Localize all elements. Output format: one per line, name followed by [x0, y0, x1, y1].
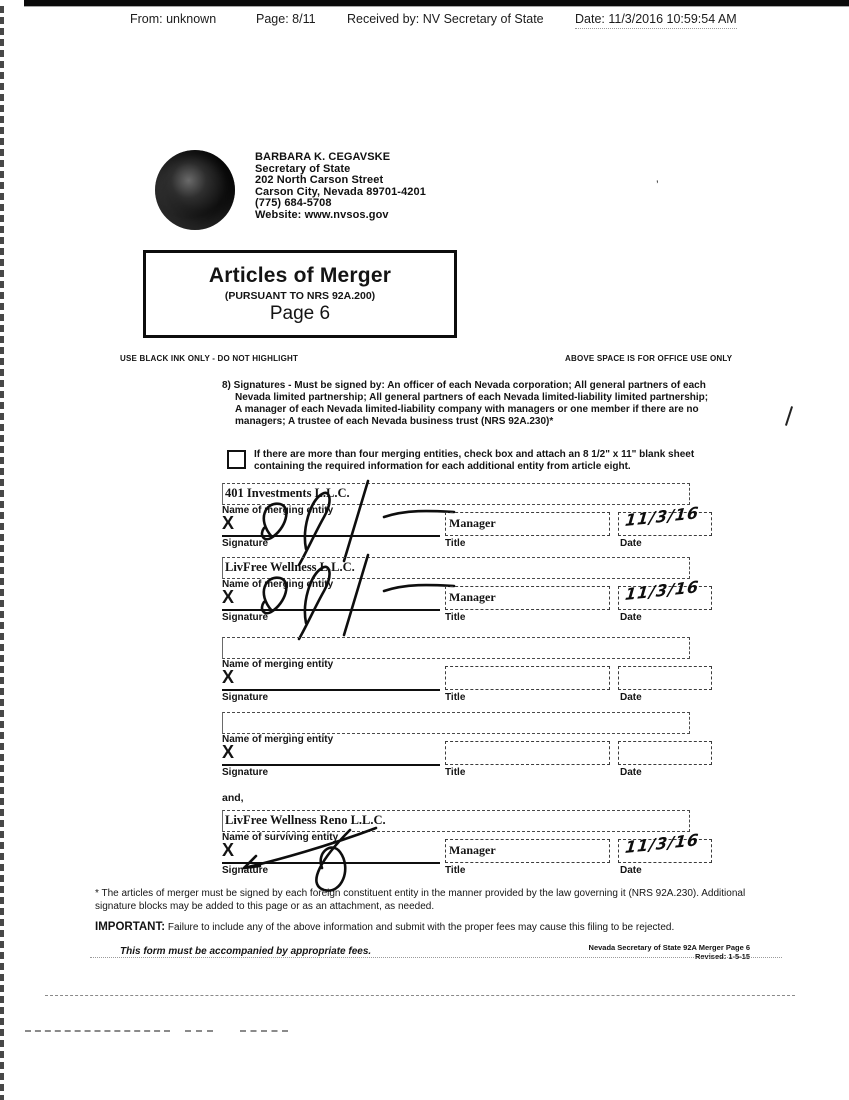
scan-speck: ’	[656, 178, 659, 192]
fees-note: This form must be accompanied by appropriate fees.	[120, 946, 372, 957]
office-use-notice: ABOVE SPACE IS FOR OFFICE USE ONLY	[565, 354, 733, 363]
scan-noise-line	[25, 1030, 170, 1032]
title-label: Title	[445, 865, 466, 876]
important-text: Failure to include any of the above information and submit with the proper fees may cause this filing to be rejected.	[165, 922, 675, 933]
title-value: Manager	[449, 843, 496, 857]
date-label: Date	[620, 538, 642, 549]
handwritten-signature	[244, 491, 464, 547]
important-label: IMPORTANT:	[95, 921, 166, 933]
entity-name-value: LivFree Wellness L.L.C.	[225, 560, 355, 574]
title-label: Title	[445, 692, 466, 703]
scan-noise-line	[240, 1030, 288, 1032]
entity-name-field[interactable]	[222, 637, 690, 659]
fax-page-count: Page: 8/11	[256, 12, 316, 26]
date-field[interactable]	[618, 741, 712, 765]
checkbox-note: If there are more than four merging entities, check box and attach an 8 1/2" x 11" blank sheet containing the required information for each additional entity from article eight.	[254, 449, 695, 472]
x-mark: X	[222, 742, 235, 762]
title-value: Manager	[449, 590, 496, 604]
website: Website: www.nvsos.gov	[255, 208, 389, 221]
title-field[interactable]	[445, 839, 610, 863]
signature-label: Signature	[222, 767, 269, 778]
form-statute: (PURSUANT TO NRS 92A.200)	[224, 290, 376, 302]
signature-label: Signature	[222, 612, 269, 623]
phone: (775) 684-5708	[255, 197, 332, 210]
scan-noise-line	[45, 995, 795, 996]
x-mark: X	[222, 840, 235, 860]
date-value: 11/3/16	[624, 576, 701, 605]
entity-name-value: LivFree Wellness Reno L.L.C.	[225, 813, 386, 827]
form-page-number: Page 6	[269, 303, 331, 324]
date-label: Date	[620, 767, 642, 778]
entity-name-label: Name of merging entity	[222, 505, 334, 516]
handwritten-signature	[238, 824, 458, 880]
form-revised-date: Revised: 1-5-15	[694, 952, 750, 961]
title-value: Manager	[449, 516, 496, 530]
merging-block-4	[222, 712, 690, 784]
ink-notice: USE BLACK INK ONLY - DO NOT HIGHLIGHT	[120, 354, 299, 363]
title-label: Title	[445, 612, 466, 623]
and-label: and,	[222, 792, 244, 804]
scan-artifact-top-bar	[24, 0, 849, 6]
address-line1: 202 North Carson Street	[255, 174, 384, 187]
secretary-name: BARBARA K. CEGAVSKE	[255, 151, 391, 163]
x-mark: X	[222, 513, 235, 533]
date-label: Date	[620, 612, 642, 623]
x-mark: X	[222, 667, 235, 687]
entity-name-value: 401 Investments L.L.C.	[225, 486, 350, 500]
title-field[interactable]	[445, 512, 610, 536]
form-reference-line1: Nevada Secretary of State 92A Merger Page 6	[588, 943, 750, 952]
fax-from: From: unknown	[130, 12, 217, 26]
form-title: Articles of Merger	[208, 264, 392, 287]
title-label: Title	[445, 767, 466, 778]
scan-stray-mark	[785, 406, 793, 426]
date-value: 11/3/16	[624, 502, 701, 531]
signature-line[interactable]	[222, 742, 440, 766]
date-label: Date	[620, 692, 642, 703]
entity-name-label: Name of merging entity	[222, 659, 334, 670]
section8-instructions: 8) Signatures - Must be signed by: An officer of each Nevada corporation; All general partners of each Nevada limited partnership; All general partners of each Nevada limited-liability limited partnership; A manager of each Nevada limited-liability company with managers or one member if there are no managers; A trustee of each Nevada business trust (NRS 92A.230)*	[222, 380, 709, 427]
entity-name-label: Name of surviving entity	[222, 832, 339, 843]
signature-label: Signature	[222, 538, 269, 549]
fax-date: Date: 11/3/2016 10:59:54 AM	[575, 12, 737, 29]
merging-block-2	[222, 557, 701, 629]
scan-noise-line	[90, 957, 782, 958]
entity-name-field[interactable]	[222, 712, 690, 734]
form-title-box	[143, 250, 457, 338]
handwritten-signature	[244, 565, 464, 621]
date-value: 11/3/16	[624, 829, 701, 858]
scan-artifact-left-edge	[0, 6, 4, 1100]
title-label: Title	[445, 538, 466, 549]
fax-received-by: Received by: NV Secretary of State	[347, 12, 544, 26]
signature-label: Signature	[222, 692, 269, 703]
date-field[interactable]	[618, 576, 712, 610]
date-label: Date	[620, 865, 642, 876]
state-seal-icon	[155, 150, 235, 230]
address-line2: Carson City, Nevada 89701-4201	[255, 185, 426, 198]
date-field[interactable]	[618, 666, 712, 690]
title-field[interactable]	[445, 666, 610, 690]
asterisk-footnote: * The articles of merger must be signed by each foreign constituent entity in the manner provided by the law governing it (NRS 92A.230). Additional signature blocks may be added to this page or as an attachment, as needed.	[95, 888, 746, 912]
date-field[interactable]	[618, 829, 712, 863]
scan-noise-line	[185, 1030, 213, 1032]
signature-label: Signature	[222, 865, 269, 876]
more-entities-checkbox[interactable]	[227, 450, 246, 469]
entity-name-label: Name of merging entity	[222, 734, 334, 745]
form-reference	[545, 943, 750, 961]
title-field[interactable]	[445, 741, 610, 765]
x-mark: X	[222, 587, 235, 607]
merging-block-3	[222, 637, 690, 709]
date-field[interactable]	[618, 502, 712, 536]
letterhead	[255, 152, 426, 222]
signature-line[interactable]	[222, 667, 440, 691]
secretary-title: Secretary of State	[255, 162, 351, 175]
title-field[interactable]	[445, 586, 610, 610]
surviving-block	[222, 810, 701, 882]
entity-name-label: Name of merging entity	[222, 579, 334, 590]
important-note	[95, 921, 785, 933]
merging-block-1	[222, 483, 701, 555]
